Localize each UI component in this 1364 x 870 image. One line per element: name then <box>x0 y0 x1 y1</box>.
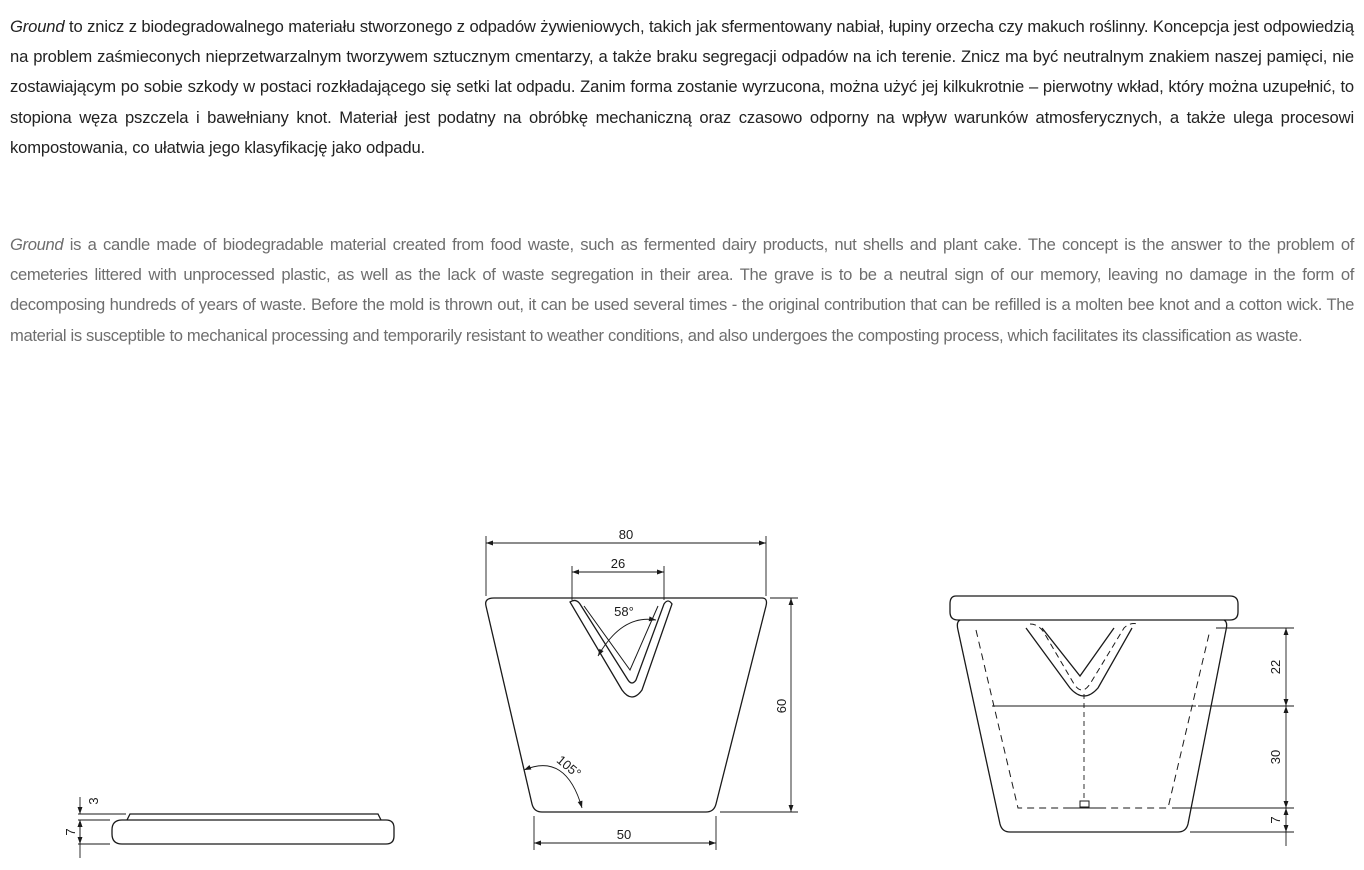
english-description-body: is a candle made of biodegradable material created from food waste, such as fermented dairy products, nut shells and plant cake. The concept is the answer to the problem of cemeteries littered with unprocessed plastic, as well as the lack of waste segregation in their area. The grave is to be a neutral sign of our memory, leaving no damage in the form of decomposing hundreds of years of waste. Before the mold is thrown out, it can be used several times - the original contribution that can be refilled is a molten bee knot and a cotton wick. The material is susceptible to mechanical processing and temporarily resistant to weather conditions, and also undergoes the composting process, which facilitates its classification as waste. <box>10 235 1354 345</box>
lid-drawing <box>78 797 394 858</box>
lid-top-outline <box>127 814 381 820</box>
assembly-body-outline <box>957 620 1226 832</box>
lid-base-outline <box>112 820 394 844</box>
assembly-dim-upper: 22 <box>1268 659 1283 675</box>
assembly-section-drawing <box>950 596 1294 846</box>
body-dim-groove-width: 26 <box>610 556 626 571</box>
product-name-pl: Ground <box>10 17 65 36</box>
lid-dimension-lines <box>78 797 126 858</box>
body-dimension-lines <box>486 536 798 850</box>
lid-dim-base-thickness: 7 <box>63 828 78 836</box>
body-dim-top-width: 80 <box>618 527 634 542</box>
assembly-groove-front <box>1026 628 1132 696</box>
assembly-dim-base: 7 <box>1268 816 1283 824</box>
assembly-wick-base <box>1080 801 1089 807</box>
assembly-lid-outline <box>950 596 1238 620</box>
body-dim-groove-angle: 58° <box>614 604 634 619</box>
product-name-en: Ground <box>10 235 64 254</box>
lid-dim-top-thickness: 3 <box>86 797 101 805</box>
body-front-drawing <box>486 536 798 850</box>
polish-description-body: to znicz z biodegradowalnego materiału stworzonego z odpadów żywieniowych, takich jak sfermentowany nabiał, łupiny orzecha czy makuch roślinny. Koncepcja jest odpowiedzią na problem zaśmieconych nieprzetwarzalnym tworzywem sztucznym cmentarzy, a także braku segregacji odpadów na ich terenie. Znicz ma być neutralnym znakiem naszej pamięci, nie zostawiającym po sobie szkody w postaci rozkładającego się setki lat odpadu. Zanim forma zostanie wyrzucona, można użyć jej kilkukrotnie – pierwotny wkład, który można uzupełnić, to stopiona węza pszczela i bawełniany knot. Materiał jest podatny na obróbkę mechaniczną oraz czasowo odporny na wpływ warunków atmosferycznych, a także ulega procesowi kompostowania, co ułatwia jego klasyfikację jako odpadu. <box>10 17 1354 157</box>
body-outline <box>486 598 767 812</box>
assembly-dim-lower: 30 <box>1268 749 1283 765</box>
body-dim-bottom-width: 50 <box>616 827 632 842</box>
body-dim-wall-angle: 105° <box>553 752 585 781</box>
body-dim-height: 60 <box>774 698 789 714</box>
